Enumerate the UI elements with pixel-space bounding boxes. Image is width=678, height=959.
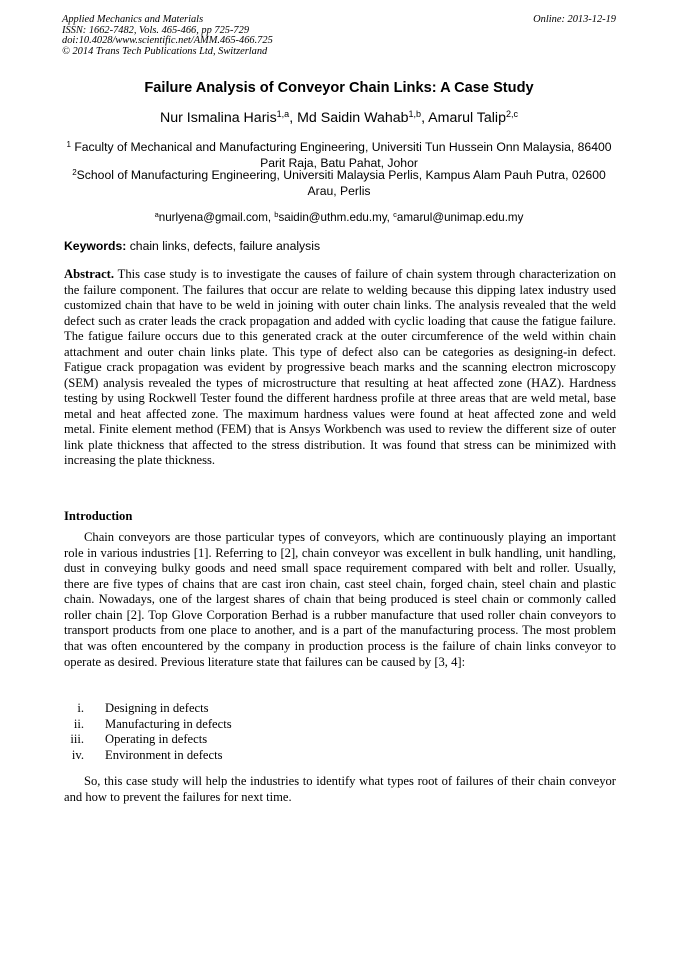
doi-line: doi:10.4028/www.scientific.net/AMM.465-466.725 [62, 35, 273, 47]
author-2: Md Saidin Wahab [297, 110, 409, 126]
affiliation-1-text: Faculty of Mechanical and Manufacturing Engineering, Universiti Tun Hussein Onn Malaysia, 86400 Parit Raja, Batu Pahat, Johor [74, 140, 612, 170]
list-item [64, 748, 616, 764]
affiliation-1 [60, 140, 618, 171]
list-item-number: iv. [71, 747, 84, 762]
affiliation-2 [60, 168, 618, 199]
online-date: Online: 2013-12-19 [533, 14, 616, 25]
email-1: nurlyena@gmail.com, [158, 211, 275, 224]
running-header [62, 15, 616, 57]
affiliation-2-mark: 2 [72, 168, 77, 177]
author-3: Amarul Talip [428, 110, 506, 126]
email-list [40, 211, 638, 224]
list-item [64, 701, 616, 717]
list-item-number: ii. [73, 716, 84, 731]
keywords-line [64, 239, 616, 253]
keywords-label: Keywords: [64, 239, 127, 253]
email-3-mark: c [393, 210, 397, 219]
list-item-text: Manufacturing in defects [105, 716, 232, 731]
author-list: Nur Ismalina Haris$^{1,a}$, Md Saidin Wahab$^{1,b}$, Amarul Talip$^{2,c}$ [159, 109, 518, 126]
abstract-paragraph [64, 267, 616, 469]
list-item-text: Environment in defects [105, 747, 223, 762]
author-1: Nur Ismalina Haris [159, 110, 277, 126]
list-item-number: iii. [70, 732, 84, 746]
introduction-paragraph-1: Chain conveyors are those particular types of conveyors, which are continuously playing an important role in various industries [1]. Referring to [2], chain conveyor was excellent in bulk handling, unit handling, dust in conveying bulky goods and need small space requirement compared with belt and roller. Usually, there are five types of chains that are cast iron chain, cast steel chain, forged chain, steel chain and plastic chain. Nowadays, one of the largest shares of chain that being produced is steel chain or commonly called roller chain [2]. Top Glove Corporation Berhad is a rubber manufacture that used roller chain conveyors to transport products from one place to another, and is a part of the manufacturing process. The most problem that was often encountered by the company in production process is the failure of chain links conveyor to operate as desired. Previous literature state that failures can be caused by [3, 4]: [64, 530, 616, 669]
email-2-mark: b [274, 210, 279, 219]
introduction-heading: Introduction [64, 509, 133, 523]
email-3: amarul@unimap.edu.my [396, 211, 524, 224]
list-item-text: Designing in defects [105, 701, 209, 715]
introduction-paragraph-2: So, this case study will help the industries to identify what types root of failures of their chain conveyor and how to prevent the failures for next time. [64, 774, 616, 804]
abstract-label: Abstract. [64, 267, 115, 281]
abstract-text: This case study is to investigate the causes of failure of chain system through characterization on the failure component. The failures that occur are relate to welding because this dipping latex industry used customized chain that have to be weld in joining with outer chain links. The analysis revealed that the weld defect such as crater leads the crack propagation and added with cyclic loading that cause the fatigue failure. The fatigue failure occurs due to this generated crack at the outer circumference of the weld within chain attachment and outer chain links plate. This type of defect also can be categories as designing-in defect. Fatigue crack propagation was evident by progressive beach marks and the scanning electron microscopy (SEM) analysis revealed the types of microstructure that resulting at heat affected zone (HAZ). Hardness testing by using Rockwell Tester found the different hardness profile at three areas that are weld metal, base metal and heat affected zone. The maximum hardness values were found at heat affected zone and weld metal. Finite element method (FEM) that is Ansys Workbench was used to review the different size of outer link plate thickness that affected to the stress distribution. It was found that stress can be minimized with increasing the plate thickness. [64, 267, 616, 468]
list-item-number: i. [77, 701, 84, 715]
issn-line: ISSN: 1662-7482, Vols. 465-466, pp 725-729 [62, 24, 250, 36]
email-1-mark: a [154, 210, 159, 219]
affiliation-2-text: School of Manufacturing Engineering, Universiti Malaysia Perlis, Kampus Alam Pauh Putra, 02600 Arau, Perlis [76, 168, 606, 198]
email-2: saidin@uthm.edu.my, [278, 211, 394, 224]
keywords-text: chain links, defects, failure analysis [126, 239, 321, 253]
failure-causes-list [64, 701, 616, 763]
author-3-affil: 2,c [505, 109, 518, 119]
list-item [64, 732, 616, 748]
paper-title: Failure Analysis of Conveyor Chain Links: A Case Study [144, 80, 534, 96]
copyright-line: © 2014 Trans Tech Publications Ltd, Switzerland [62, 45, 268, 57]
list-item-text: Operating in defects [105, 732, 208, 746]
affiliation-1-mark: 1 [66, 140, 71, 149]
author-2-affil: 1,b [408, 109, 422, 119]
author-1-affil: 1,a [276, 109, 290, 119]
list-item [64, 717, 616, 733]
journal-name: Applied Mechanics and Materials [62, 14, 204, 25]
